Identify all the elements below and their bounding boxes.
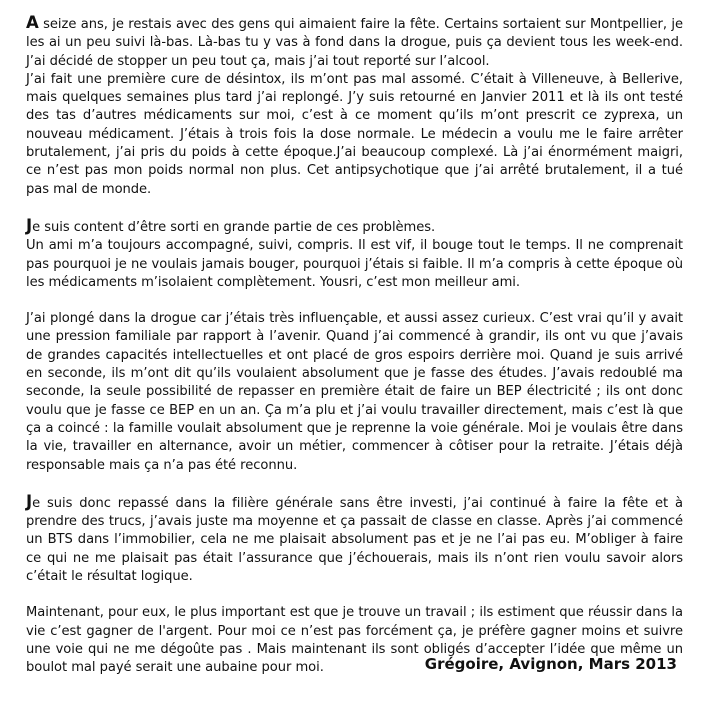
paragraph-3 — [26, 217, 683, 237]
signature: Grégoire, Avignon, Mars 2013 — [424, 655, 677, 673]
dropcap-letter: J — [26, 491, 33, 511]
paragraph-5 — [26, 310, 683, 475]
paragraph-text: e suis donc repassé dans la filière générale sans être investi, j’ai continué à faire la fête et à prendre des trucs, j’avais juste ma moyenne et ça passait de classe en classe. Après j’ai commencé un BTS dans l’immobilier, cela ne me plaisait absolument pas et je ne l’ai pas eu. M’obliger à faire ce qui ne me plaisait pas était l’assurance que j’échouerais, mais ils n’ont rien voulu savoir alors c’était le résultat logique. — [26, 495, 683, 585]
paragraph-4 — [26, 237, 683, 292]
dropcap-letter: A — [26, 13, 39, 32]
paragraph-text: Un ami m’a toujours accompagné, suivi, compris. Il est vif, il bouge tout le temps. Il ne comprenait pas pourquoi je ne voulais jamais bouger, pourquoi j’étais si faible. Il m’a compris à cette époque où les médicaments m’isolaient complètement. Yousri, c’est mon meilleur ami. — [26, 238, 683, 290]
paragraph-text: e suis content d’être sorti en grande partie de ces problèmes. — [32, 219, 436, 235]
dropcap-letter: J — [26, 215, 33, 235]
paragraph-6 — [26, 493, 683, 586]
paragraph-text: J’ai fait une première cure de désintox, ils m’ont pas mal assomé. C’était à Villeneuve, à Bellerive, mais quelques semaines plus tard j’ai replongé. J’y suis retourné en Janvier 2011 et là ils ont testé des tas d’autres médicaments sur moi, c’est à ce moment qu’ils m’ont prescrit ce zyprexa, un nouveau médicament. J’étais à trois fois la dose normale. Le médecin a voulu me le faire arrêter brutalement, j’ai pris du poids à cette époque.J’ai beaucoup complexé. Là j’ai énormément maigri, ce n’est pas mon poids normal non plus. Cet antipsychotique que j’ai arrêté brutalement, il a tué pas mal de monde. — [26, 71, 683, 197]
paragraph-text: seize ans, je restais avec des gens qui aimaient faire la fête. Certains sortaient sur Montpellier, je les ai un peu suivi là-bas. Là-bas tu y vas à fond dans la drogue, puis ça devient tous les week-end. J’ai décidé de stopper un peu tout ça, mais j’ai tout reporté sur l’alcool. — [26, 17, 683, 69]
paragraph-text: J’ai plongé dans la drogue car j’étais très influençable, et aussi assez curieux. C’est vrai qu’il y avait une pression familiale par rapport à l’avenir. Quand j’ai commencé à grandir, ils ont vu que j’avais de grandes capacités intellectuelles et ont placé de gros espoirs derrière moi. Quand je suis arrivé en seconde, ils m’ont dit qu’ils voulaient absolument que je fasse des études. J’avais redoublé ma seconde, la seule possibilité de repasser en première était de faire un BEP électricité ; ils ont donc voulu que je fasse ce BEP en un an. Ça m’a plu et j’ai voulu travailler directement, mais c’est là que ça a coincé : la famille voulait absolument que je reprenne la voie générale. Moi je voulais être dans la vie, travailler en alternance, avoir un métier, commencer à côtiser pour la retraite. J’étais déjà responsable mais ça n’a pas été reconnu. — [26, 311, 683, 473]
paragraph-text: Maintenant, pour eux, le plus important est que je trouve un travail ; ils estiment que réussir dans la vie c’est gagner de l'argent. Pour moi ce n’est pas forcément ça, je préfère gagner moins et suivre une voie qui ne me dégoûte pas . Mais maintenant ils sont obligés d’accepter l’idée que même un boulot mal payé serait une aubaine pour moi. — [26, 605, 683, 676]
paragraph-1 — [26, 14, 683, 71]
paragraph-2 — [26, 71, 683, 199]
